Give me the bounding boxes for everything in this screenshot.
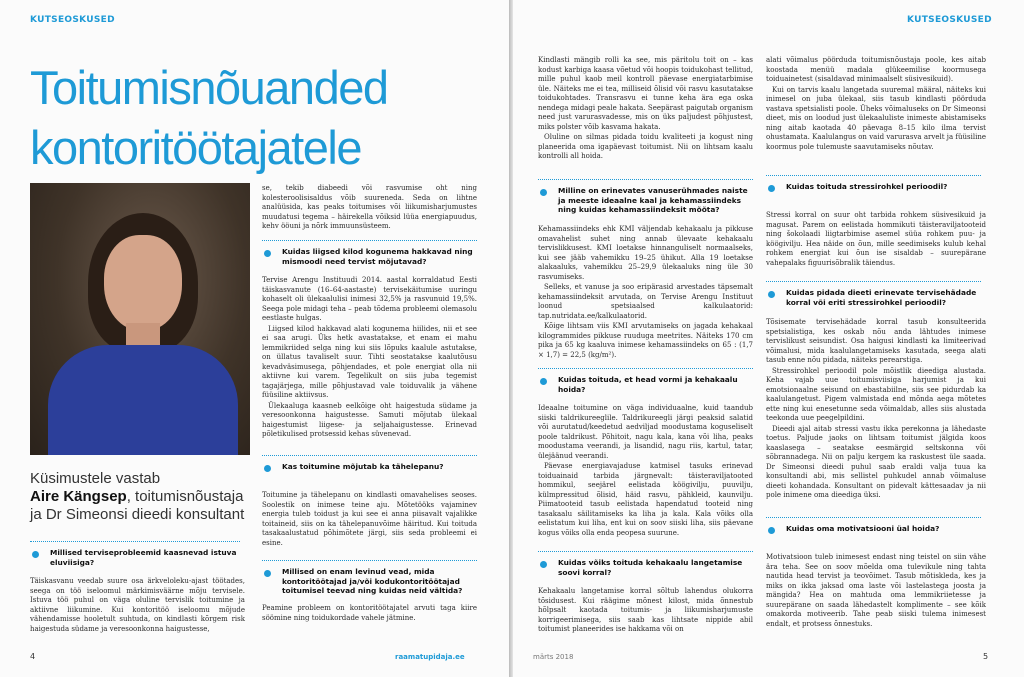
website-link[interactable]: raamatupidaja.ee: [395, 653, 465, 661]
title-line-2: kontoritöötajatele: [30, 121, 361, 174]
article-title: [30, 58, 500, 178]
question-heading: Kuidas pidada dieeti erinevate tervisehädade korral või eriti stressirohkel perioodil?: [766, 288, 981, 307]
question-heading: Milline on erinevates vanuserühmades naiste ja meeste ideaalne kaal ja kehamassiindeks ning kuidas kehamassiindeksit mõõta?: [538, 186, 753, 215]
question-heading: Kuidas liigsed kilod kogunema hakkavad ning mismoodi need tervist mõjutavad?: [262, 247, 477, 266]
portrait-dress: [48, 345, 238, 455]
question-heading: Kuidas oma motivatsiooni üal hoida?: [766, 524, 981, 534]
body-column: Ideaalne toitumine on väga individuaalne, kuid taandub siiski taldrikureeglile. Taldrikureegli järgi peaksid salatid või aurutatud/keedetud aedviljad moodustama koguseliselt poole taldrikust. Põhitoit, nagu kala, kana või liha, peaks moodustama veerandi, ja lisandid, nagu riis, kartul, tatar, ülejäänud veerandi. Päevase energiavajaduse katmisel tasuks erinevad toiduainaid tarbida järgnevalt: täisteraviljatooted hommikul, seejärel eelistada köögivilju, puuvilju, külmpressitud õlisid, häid rasvu, pähkleid, kaunvilju. Piimatooteid tasub eelistada hapendatud tooteid ning tasakaalu säilitamiseks ka liha ja kala. Kala võiks olla eelistatum kui liha, ent kui on soov siiski liha, siis päevane kogus võiks olla enda peopesa suurune.: [538, 404, 753, 537]
question-heading: Kuidas toituda stressirohkel perioodil?: [766, 182, 981, 192]
page-number: 4: [30, 652, 36, 661]
body-column: Kehamassiindeks ehk KMI väljendab kehakaalu ja pikkuse omavahelist suhet ning annab ülevaate kehakaalu tervislikkusest. KMI loetakse hinnanguliselt normaalseks, kui see jääb vahemikku 19–25 ühikut. Alla 19 loetakse alakaaluks, vahemikku 25–29,9 ülekaaluks ning üle 30 rasvumiseks. Selleks, et vanuse ja soo eripärasid arvestades täpsemalt kehamassiindeksit arvutada, on Tervise Arengu Instituut loonud spetsiaalsed kalkulaatorid: tap.nutridata.ee/kalkulaatorid. Kõige lihtsam viis KMI arvutamiseks on jagada kehakaal kilogrammides pikkuse ruuduga meetrites. Näiteks 170 cm pika ja 65 kg kaaluva inimese kehamassiindeks on 65 : (1,7 × 1,7) = 22,5 (kg/m²).: [538, 225, 753, 359]
portrait-face: [104, 235, 182, 331]
portrait-photo: [30, 183, 250, 455]
body-column: Motivatsioon tuleb inimesest endast ning teistel on siin vähe ära teha. See on soov mõelda oma tulevikule ning tahta nautida head tervist ja teovõimet. Tasub mõtiskleda, kes ja miks on ikka jaksad oma laste või lastelastega joosta ja mängida? Hea on mahtuda oma lemmikriietesse ja suurepärane on saada lähedastelt komplimente – see kõik omakorda motiveerib. Tahe peab siiski tulema inimesest endalt, et protsess õnnestuks.: [766, 553, 986, 628]
interviewee-role: , toitumisnõustaja: [126, 488, 244, 505]
intro-block: [30, 470, 260, 524]
section-kicker: KUTSEOSKUSED: [907, 15, 992, 25]
body-column: Tõsisemate tervisehädade korral tasub konsulteerida spetsialistiga, kes oskab nõu anda lähtudes inimese tervislikust seisundist. Osa haigusi kindlasti ka limiteerivad võimalusi, mida kaalulangetamiseks kasutada, seega alati tasub enne nõu pidada, näiteks perearstiga. Stressirohkel perioodil pole mõistlik dieediga alustada. Keha vajab uue toitumisviisiga harjumist ja kui emotsionaalne seisund on ebastabiilne, siis see pidurdab ka kaalulangetust. Pigem valmistada end mõnda aega mõtetes ette ning kui enesetunne seda võimaldab, alles siis alustada teekonda uue peegelpildini. Dieedi ajal aitab stressi vastu ikka perekonna ja lähedaste toetus. Paljude jaoks on lihtsam toitumist jälgida koos kaaslasega – seatakse eesmärgid seltskonna või sõbrannadega. Nii on palju kergem ka raskustest üle saada. Dr Simeonsi dieedi puhul saab eraldi valja tuua ka konsultandi abi, mis sellistel puhkudel annab võimaluse dieeti kohandada. Konsultant on pidevalt kättesaadav ja nii pole inimene oma dieediga üksi.: [766, 318, 986, 499]
interviewee-role-2: ja Dr Simeonsi dieedi konsultant: [30, 506, 245, 523]
question-heading: Millised terviseprobleemid kaasnevad istuva eluviisiga?: [30, 548, 240, 567]
title-line-1: Toitumisnõuanded: [30, 61, 388, 114]
body-column: Kehakaalu langetamise korral sõltub lahendus olukorra tõsidusest. Kui räägime mõnest kilost, mida õnnestub hõlpsalt kaotada toitumis- ja liikumisharjumuste korrigeerimisega, siis saab kas lihtsate nippide abil toitumist planeerides ise hakkama või on: [538, 587, 753, 633]
issue-date: märts 2018: [533, 653, 574, 661]
left-page: [0, 0, 509, 677]
intro-line-1: Küsimustele vastab: [30, 470, 161, 487]
question-heading: Kuidas võiks toituda kehakaalu langetamise soovi korral?: [538, 558, 753, 577]
body-column: se, tekib diabeedi või rasvumise oht ning kolesteroolisisaldus võib suureneda. Seda on lihtne analüüsida, kas peaks toitumises või liikumisharjumustes muudatusi tegema – häirekella võiksid lüüa energiapuudus, kehv ööuni ja nõrk immuunsüsteem.: [262, 184, 477, 230]
body-column: Tervise Arengu Instituudi 2014. aastal korraldatud Eesti täiskasvanute (16–64-aastaste) tervisekäitumise uuringu kohaselt oli ülekaalulisi inimesi 32,5% ja rasvunuid 19,5%. Seega pole midagi teha – peab tõdema probleemi olemasolu eestlaste hulgas. Liigsed kilod hakkavad alati kogunema hiilides, nii et see ei saa arugi. Üks hetk avastatakse, et enam ei mahu lemmikriided selga ning kui siis lõpuks kaalule astutakse, on üllatus tavaliselt suur. Tihti seostatakse kaalutõusu kevadväsimusega, põhjendades, et pole energiat olla nii aktiivne kui varem. Tegelikult on siis juba tegemist tagajärjega, mille põhjustavad vale toiduvalik ja vähene füüsiline aktiivsus. Ülekaaluga kaasneb eelkõige oht haigestuda südame ja veresoonkonna haigustesse. Samuti mõjutab ülekaal haigestumist liigese- ja seljahaigustesse. Erinevad põletikulised protsessid kehas süvenevad.: [262, 276, 477, 438]
body-column: Peamine probleem on kontoritöötajatel arvuti taga kiire söömine ning toidukordade vahele jätmine.: [262, 604, 477, 622]
body-column: Stressi korral on suur oht tarbida rohkem süsivesikuid ja magusat. Parem on eelistada hommikuti täisteraviljatooteid ning šokolaadi liigtarbimise asemel süüa rohkem puu- ja köögivilju. Hea näide on õun, mille seedimiseks kulub kehal rohkem energiat kui õun ise sisaldab – suurepärane vahepalaks figuurisõbralik täiendus.: [766, 211, 986, 267]
body-column: Toitumine ja tähelepanu on kindlasti omavahelises seoses. Soolestik on inimese teine aju. Mõtetööks vajaminev energia tuleb toidust ja kui see ei anna piisavalt vajalikke toitaineid, siis on ka tähelepanuvõime häiritud. Kui toituda tasakaalustatud põhimõtete järgi, siis seda probleemi ei esine.: [262, 491, 477, 547]
body-column: Kindlasti mängib rolli ka see, mis päritolu toit on – kas kodust karbiga kaasa võetud või hoopis toidukohast tellitud, mille puhul kaob meil kontroll päevase energiatarbimise üle. Näiteks me ei tea, milliseid õlisid või rasvu kasutatakse toidukohtades. Transrasvu ei tunne keha ära ega oska nendega midagi peale hakata. Seepärast paigutab organism need just varurasvadesse, mis on üks paljudest põhjustest, miks polster võib kasvama hakata. Oluline on silmas pidada toidu kvaliteeti ja kogust ning planeerida oma igapäevast toitumist. Nii on lihtsam kaalu kontrolli all hoida.: [538, 56, 753, 160]
question-heading: Kas toitumine mõjutab ka tähelepanu?: [262, 462, 477, 472]
question-heading: Kuidas toituda, et head vormi ja kehakaalu hoida?: [538, 375, 753, 394]
right-page: [513, 0, 1024, 677]
section-kicker: KUTSEOSKUSED: [30, 15, 115, 25]
answer-text: Täiskasvanu veedab suure osa ärkveloleku-ajast töötades, seega on töö iseloomul märkimisväärne mõju tervisele. Istuva töö puhul on väga oluline tervislik toitumine ja aktiivne liikumine. Kui kontoritöö iseloomu mõjude vähendamisse hooletult suhtuda, on kindlasti kõrgem risk haigestuda südame ja veresoonkonna haigustesse,: [30, 577, 245, 633]
interviewee-name: Aire Kängsep: [30, 488, 127, 505]
body-column: alati võimalus pöörduda toitumisnõustaja poole, kes aitab koostada menüü madala glükeemilise koormusega toiduainetest (sisaldavad minimaalselt süsivesikuid). Kui on tarvis kaalu langetada suuremal määral, näiteks kui inimesel on juba ülekaal, siis tasub kindlasti pöörduda vastava spetsialisti poole. Üheks võimaluseks on Dr Simeonsi dieet, mis on loodud just ülekaaluliste inimeste abistamiseks ning aitab kaotada 40 päevaga 8–15 kilo ilma tervist ohustamata. Kaalulangus on vaid varurasva arvelt ja füüsiline koormus pole tulemuste saavutamiseks nõutav.: [766, 56, 986, 151]
page-number: 5: [983, 652, 989, 661]
question-heading: Millised on enam levinud vead, mida kontoritöötajad ja/või kodukontoritöötajad toitumisel teevad ning kuidas neid vältida?: [262, 567, 477, 596]
